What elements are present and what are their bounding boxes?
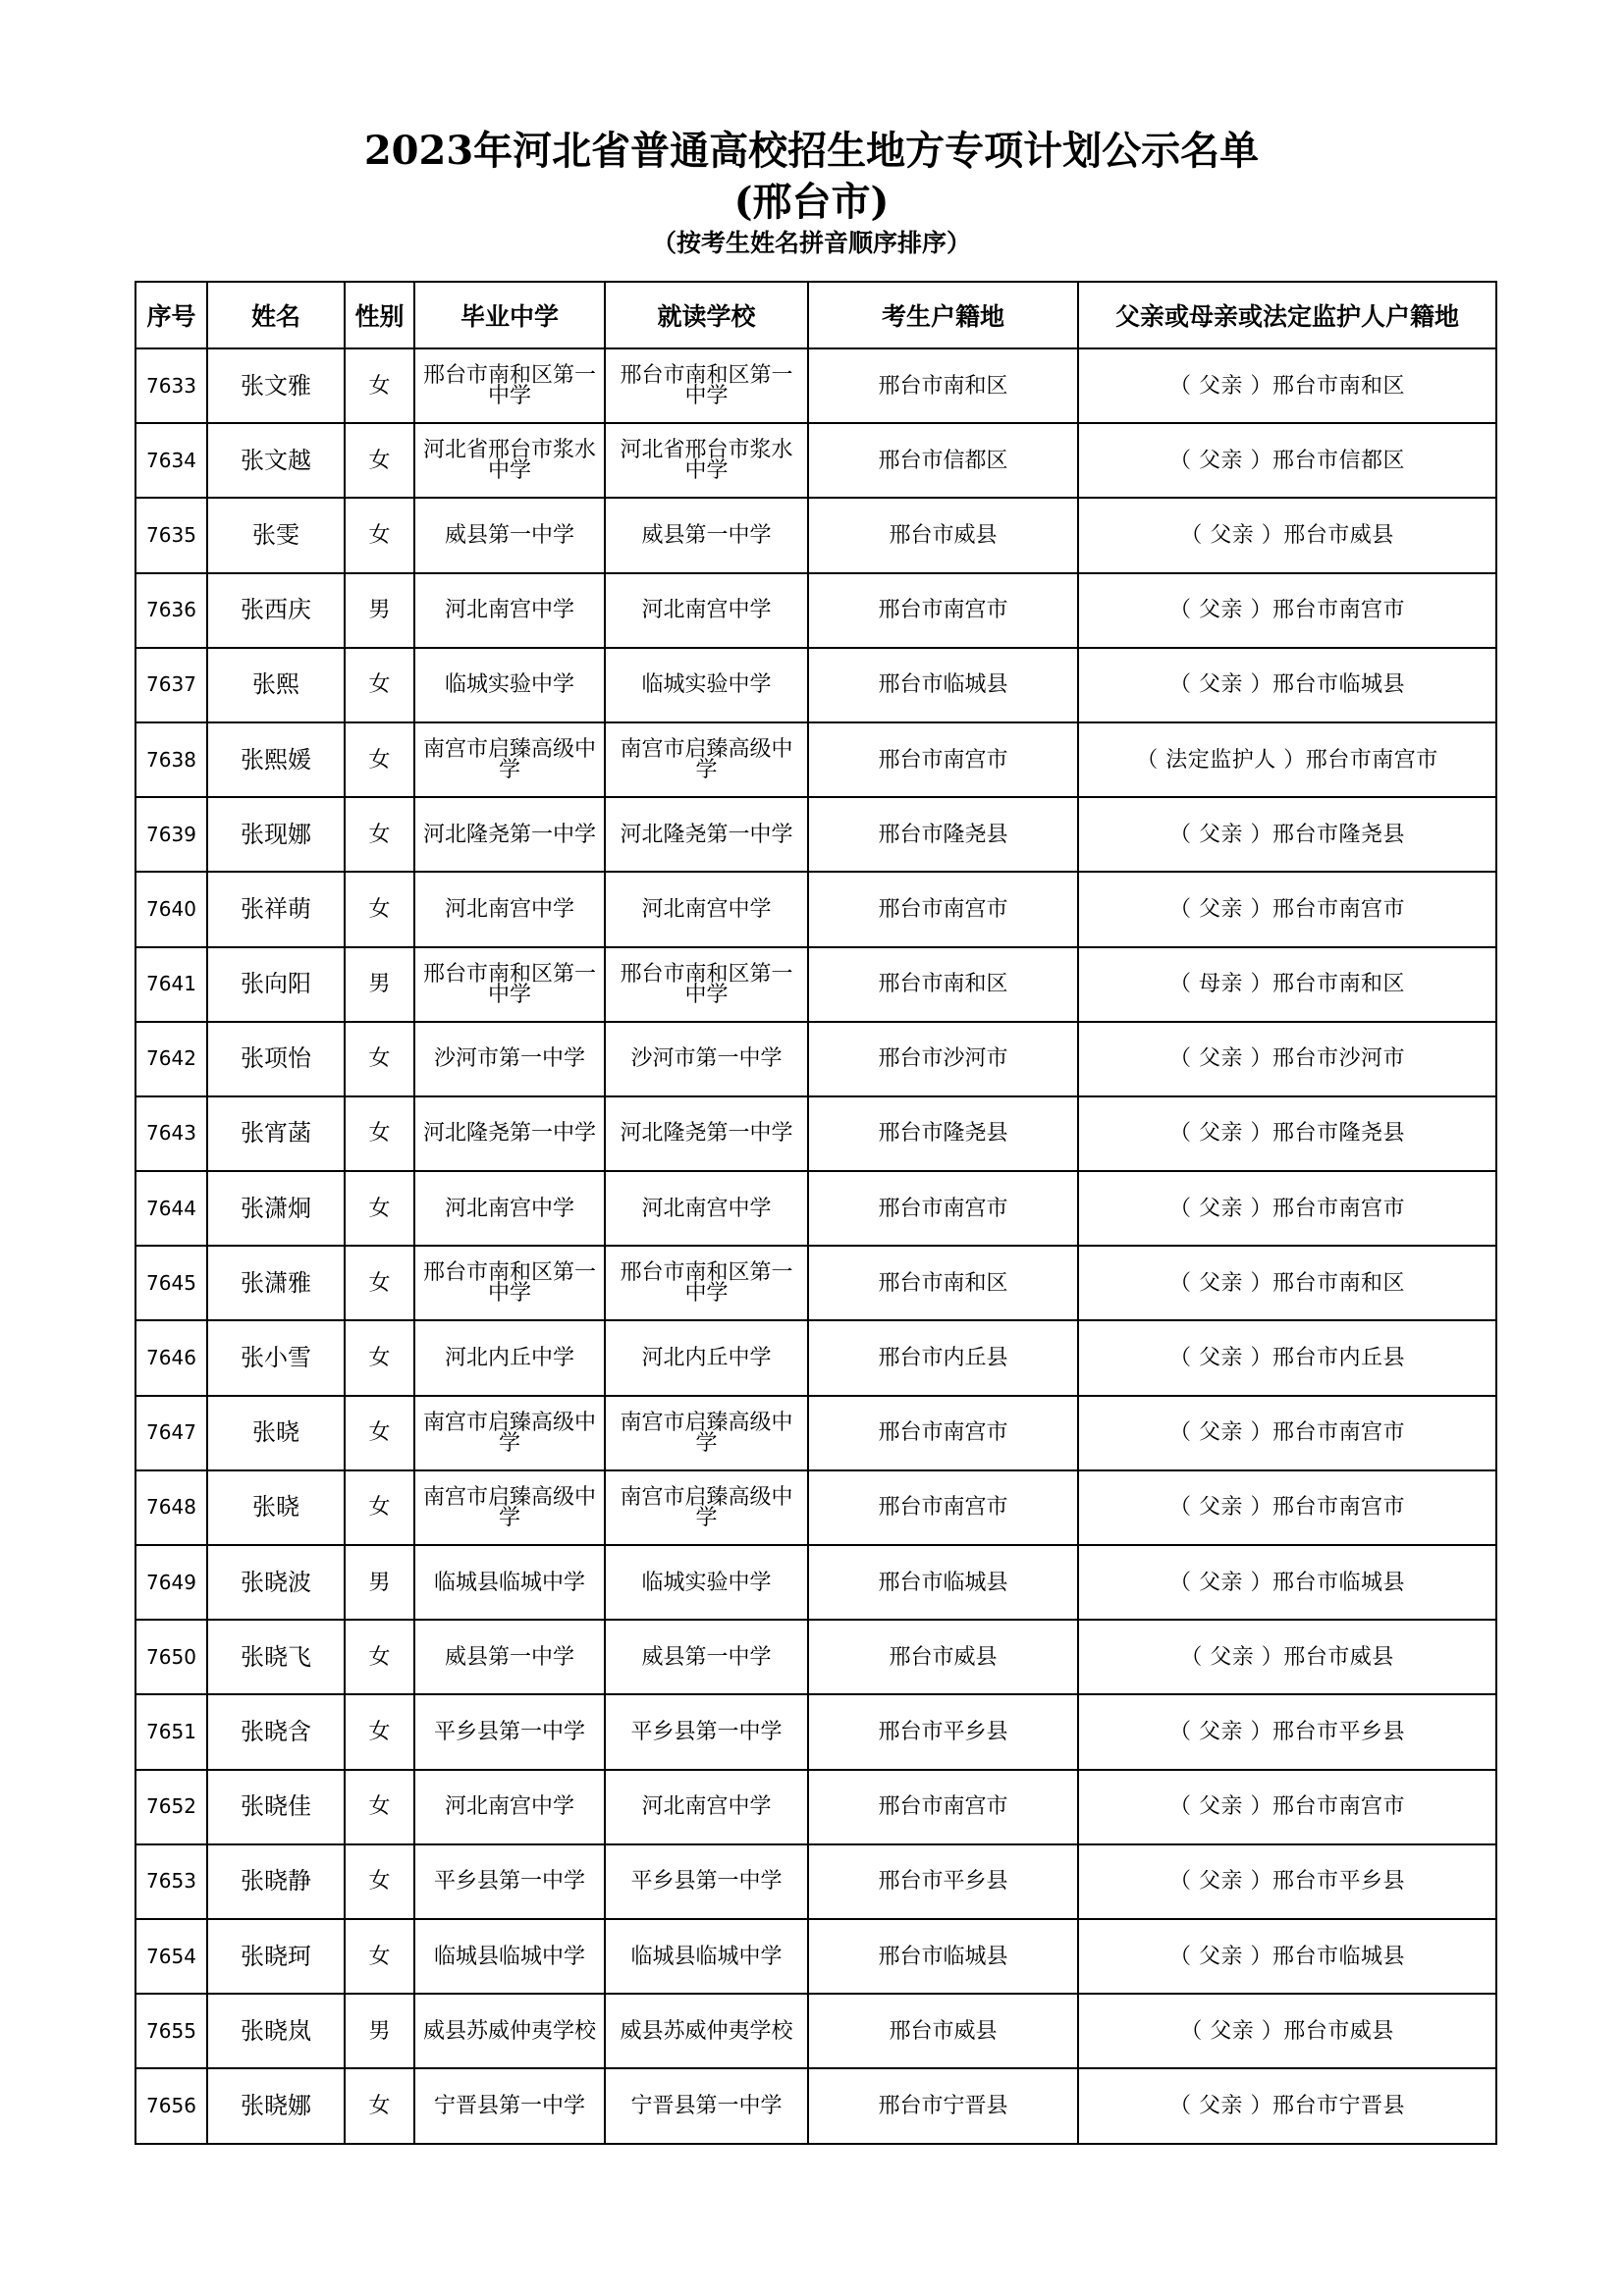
cell-graduated-school: 河北南宫中学 [414, 1171, 605, 1246]
table-row [135, 947, 1496, 1022]
cell-gender: 女 [345, 498, 414, 572]
cell-current-school: 邢台市南和区第一中学 [605, 947, 808, 1022]
cell-parent-residence: （ 父亲 ）邢台市平乡县 [1078, 1694, 1496, 1769]
cell-parent-residence: （ 父亲 ）邢台市临城县 [1078, 1919, 1496, 1994]
cell-name: 张晓岚 [207, 1994, 345, 2068]
table-row [135, 1246, 1496, 1320]
cell-index: 7650 [135, 1620, 207, 1694]
cell-graduated-school: 平乡县第一中学 [414, 1694, 605, 1769]
table-row [135, 348, 1496, 423]
table-row [135, 1545, 1496, 1620]
cell-gender: 女 [345, 1919, 414, 1994]
cell-gender: 女 [345, 1246, 414, 1320]
cell-graduated-school: 南宫市启臻高级中学 [414, 1396, 605, 1470]
cell-graduated-school: 河北省邢台市浆水中学 [414, 423, 605, 498]
cell-gender: 女 [345, 1096, 414, 1171]
cell-parent-residence: （ 父亲 ）邢台市南和区 [1078, 1246, 1496, 1320]
cell-gender: 女 [345, 797, 414, 872]
table-row [135, 1022, 1496, 1096]
cell-parent-residence: （ 父亲 ）邢台市南宫市 [1078, 1470, 1496, 1545]
cell-candidate-residence: 邢台市南宫市 [808, 1171, 1078, 1246]
cell-parent-residence: （ 父亲 ）邢台市临城县 [1078, 1545, 1496, 1620]
cell-index: 7641 [135, 947, 207, 1022]
cell-index: 7643 [135, 1096, 207, 1171]
cell-candidate-residence: 邢台市平乡县 [808, 1844, 1078, 1919]
cell-candidate-residence: 邢台市威县 [808, 1994, 1078, 2068]
cell-candidate-residence: 邢台市隆尧县 [808, 797, 1078, 872]
cell-gender: 女 [345, 348, 414, 423]
cell-name: 张项怡 [207, 1022, 345, 1096]
cell-index: 7633 [135, 348, 207, 423]
cell-name: 张潇雅 [207, 1246, 345, 1320]
header-candidate-residence: 考生户籍地 [808, 282, 1078, 348]
table-row [135, 498, 1496, 572]
cell-current-school: 河北内丘中学 [605, 1320, 808, 1395]
cell-name: 张熙 [207, 648, 345, 722]
table-row [135, 2068, 1496, 2143]
cell-current-school: 平乡县第一中学 [605, 1844, 808, 1919]
cell-candidate-residence: 邢台市南宫市 [808, 573, 1078, 648]
cell-parent-residence: （ 法定监护人 ）邢台市南宫市 [1078, 722, 1496, 797]
sort-note: （按考生姓名拼音顺序排序） [651, 229, 971, 257]
cell-name: 张晓 [207, 1396, 345, 1470]
cell-parent-residence: （ 父亲 ）邢台市南宫市 [1078, 1396, 1496, 1470]
cell-gender: 女 [345, 872, 414, 946]
table-header-row [135, 282, 1496, 348]
header-graduated-school: 毕业中学 [414, 282, 605, 348]
cell-current-school: 宁晋县第一中学 [605, 2068, 808, 2143]
cell-graduated-school: 南宫市启臻高级中学 [414, 1470, 605, 1545]
cell-index: 7645 [135, 1246, 207, 1320]
cell-index: 7644 [135, 1171, 207, 1246]
cell-candidate-residence: 邢台市南宫市 [808, 1396, 1078, 1470]
cell-current-school: 威县第一中学 [605, 498, 808, 572]
cell-name: 张晓波 [207, 1545, 345, 1620]
cell-graduated-school: 平乡县第一中学 [414, 1844, 605, 1919]
table-row [135, 1994, 1496, 2068]
header-name: 姓名 [207, 282, 345, 348]
cell-index: 7652 [135, 1770, 207, 1844]
cell-current-school: 河北南宫中学 [605, 1770, 808, 1844]
cell-gender: 女 [345, 722, 414, 797]
cell-name: 张宵菡 [207, 1096, 345, 1171]
cell-gender: 男 [345, 1994, 414, 2068]
cell-candidate-residence: 邢台市南宫市 [808, 1470, 1078, 1545]
table-row [135, 722, 1496, 797]
cell-gender: 男 [345, 947, 414, 1022]
cell-graduated-school: 宁晋县第一中学 [414, 2068, 605, 2143]
cell-parent-residence: （ 父亲 ）邢台市南宫市 [1078, 1171, 1496, 1246]
cell-index: 7646 [135, 1320, 207, 1395]
cell-graduated-school: 临城实验中学 [414, 648, 605, 722]
cell-parent-residence: （ 父亲 ）邢台市威县 [1078, 498, 1496, 572]
cell-parent-residence: （ 父亲 ）邢台市平乡县 [1078, 1844, 1496, 1919]
table-row [135, 1620, 1496, 1694]
cell-parent-residence: （ 父亲 ）邢台市威县 [1078, 1620, 1496, 1694]
cell-parent-residence: （ 父亲 ）邢台市临城县 [1078, 648, 1496, 722]
cell-graduated-school: 河北南宫中学 [414, 872, 605, 946]
cell-graduated-school: 邢台市南和区第一中学 [414, 947, 605, 1022]
cell-index: 7651 [135, 1694, 207, 1769]
header-current-school: 就读学校 [605, 282, 808, 348]
cell-name: 张小雪 [207, 1320, 345, 1395]
cell-current-school: 南宫市启臻高级中学 [605, 1470, 808, 1545]
cell-candidate-residence: 邢台市临城县 [808, 1919, 1078, 1994]
page-subtitle-region: (邢台市) [733, 179, 890, 225]
table-row [135, 1770, 1496, 1844]
cell-index: 7637 [135, 648, 207, 722]
cell-parent-residence: （ 父亲 ）邢台市信都区 [1078, 423, 1496, 498]
cell-index: 7635 [135, 498, 207, 572]
cell-index: 7640 [135, 872, 207, 946]
table-row [135, 1320, 1496, 1395]
cell-gender: 女 [345, 1022, 414, 1096]
cell-candidate-residence: 邢台市南宫市 [808, 1770, 1078, 1844]
table-row [135, 423, 1496, 498]
table-row [135, 1694, 1496, 1769]
cell-candidate-residence: 邢台市沙河市 [808, 1022, 1078, 1096]
table-row [135, 872, 1496, 946]
cell-current-school: 临城实验中学 [605, 648, 808, 722]
cell-name: 张晓娜 [207, 2068, 345, 2143]
cell-candidate-residence: 邢台市宁晋县 [808, 2068, 1078, 2143]
cell-index: 7639 [135, 797, 207, 872]
cell-current-school: 威县第一中学 [605, 1620, 808, 1694]
cell-name: 张晓含 [207, 1694, 345, 1769]
cell-parent-residence: （ 父亲 ）邢台市宁晋县 [1078, 2068, 1496, 2143]
cell-current-school: 河北隆尧第一中学 [605, 797, 808, 872]
cell-index: 7634 [135, 423, 207, 498]
header-parent-residence: 父亲或母亲或法定监护人户籍地 [1078, 282, 1496, 348]
cell-parent-residence: （ 父亲 ）邢台市南和区 [1078, 348, 1496, 423]
cell-candidate-residence: 邢台市平乡县 [808, 1694, 1078, 1769]
cell-parent-residence: （ 父亲 ）邢台市南宫市 [1078, 872, 1496, 946]
cell-parent-residence: （ 父亲 ）邢台市内丘县 [1078, 1320, 1496, 1395]
cell-index: 7638 [135, 722, 207, 797]
table-row [135, 1470, 1496, 1545]
cell-current-school: 沙河市第一中学 [605, 1022, 808, 1096]
cell-name: 张西庆 [207, 573, 345, 648]
table-row [135, 797, 1496, 872]
cell-gender: 女 [345, 1396, 414, 1470]
cell-current-school: 南宫市启臻高级中学 [605, 1396, 808, 1470]
cell-current-school: 临城县临城中学 [605, 1919, 808, 1994]
cell-gender: 男 [345, 573, 414, 648]
cell-current-school: 邢台市南和区第一中学 [605, 348, 808, 423]
cell-graduated-school: 临城县临城中学 [414, 1545, 605, 1620]
cell-graduated-school: 河北内丘中学 [414, 1320, 605, 1395]
header-index: 序号 [135, 282, 207, 348]
cell-graduated-school: 河北隆尧第一中学 [414, 1096, 605, 1171]
cell-candidate-residence: 邢台市隆尧县 [808, 1096, 1078, 1171]
cell-name: 张熙媛 [207, 722, 345, 797]
candidate-table [135, 281, 1497, 2145]
cell-gender: 男 [345, 1545, 414, 1620]
cell-name: 张晓佳 [207, 1770, 345, 1844]
cell-gender: 女 [345, 2068, 414, 2143]
cell-gender: 女 [345, 1694, 414, 1769]
cell-candidate-residence: 邢台市南和区 [808, 1246, 1078, 1320]
cell-name: 张晓珂 [207, 1919, 345, 1994]
table-body [135, 348, 1496, 2144]
cell-parent-residence: （ 父亲 ）邢台市南宫市 [1078, 1770, 1496, 1844]
cell-candidate-residence: 邢台市南宫市 [808, 872, 1078, 946]
cell-gender: 女 [345, 1770, 414, 1844]
cell-graduated-school: 威县第一中学 [414, 1620, 605, 1694]
cell-current-school: 临城实验中学 [605, 1545, 808, 1620]
table-row [135, 1919, 1496, 1994]
cell-candidate-residence: 邢台市南宫市 [808, 722, 1078, 797]
cell-name: 张现娜 [207, 797, 345, 872]
cell-gender: 女 [345, 423, 414, 498]
cell-current-school: 邢台市南和区第一中学 [605, 1246, 808, 1320]
page-title: 2023年河北省普通高校招生地方专项计划公示名单 [363, 128, 1260, 174]
cell-index: 7648 [135, 1470, 207, 1545]
cell-candidate-residence: 邢台市临城县 [808, 648, 1078, 722]
cell-graduated-school: 邢台市南和区第一中学 [414, 348, 605, 423]
table-row [135, 1844, 1496, 1919]
header-gender: 性别 [345, 282, 414, 348]
cell-graduated-school: 南宫市启臻高级中学 [414, 722, 605, 797]
cell-name: 张祥萌 [207, 872, 345, 946]
cell-graduated-school: 威县苏威仲夷学校 [414, 1994, 605, 2068]
cell-gender: 女 [345, 1320, 414, 1395]
cell-gender: 女 [345, 1620, 414, 1694]
cell-index: 7636 [135, 573, 207, 648]
cell-graduated-school: 河北南宫中学 [414, 573, 605, 648]
cell-current-school: 河北南宫中学 [605, 1171, 808, 1246]
cell-name: 张向阳 [207, 947, 345, 1022]
table-row [135, 1171, 1496, 1246]
cell-index: 7654 [135, 1919, 207, 1994]
cell-candidate-residence: 邢台市威县 [808, 498, 1078, 572]
cell-parent-residence: （ 父亲 ）邢台市隆尧县 [1078, 1096, 1496, 1171]
cell-parent-residence: （ 母亲 ）邢台市南和区 [1078, 947, 1496, 1022]
cell-index: 7655 [135, 1994, 207, 2068]
cell-index: 7642 [135, 1022, 207, 1096]
cell-current-school: 威县苏威仲夷学校 [605, 1994, 808, 2068]
cell-graduated-school: 河北隆尧第一中学 [414, 797, 605, 872]
cell-index: 7656 [135, 2068, 207, 2143]
table-row [135, 1096, 1496, 1171]
table-row [135, 573, 1496, 648]
cell-name: 张晓飞 [207, 1620, 345, 1694]
cell-parent-residence: （ 父亲 ）邢台市沙河市 [1078, 1022, 1496, 1096]
cell-candidate-residence: 邢台市南和区 [808, 947, 1078, 1022]
cell-graduated-school: 沙河市第一中学 [414, 1022, 605, 1096]
cell-name: 张文越 [207, 423, 345, 498]
cell-current-school: 河北南宫中学 [605, 872, 808, 946]
cell-candidate-residence: 邢台市临城县 [808, 1545, 1078, 1620]
table-row [135, 648, 1496, 722]
cell-name: 张晓 [207, 1470, 345, 1545]
table-row [135, 1396, 1496, 1470]
cell-index: 7647 [135, 1396, 207, 1470]
cell-parent-residence: （ 父亲 ）邢台市威县 [1078, 1994, 1496, 2068]
cell-candidate-residence: 邢台市威县 [808, 1620, 1078, 1694]
cell-current-school: 河北省邢台市浆水中学 [605, 423, 808, 498]
cell-candidate-residence: 邢台市信都区 [808, 423, 1078, 498]
cell-graduated-school: 威县第一中学 [414, 498, 605, 572]
cell-current-school: 南宫市启臻高级中学 [605, 722, 808, 797]
cell-name: 张潇炯 [207, 1171, 345, 1246]
cell-candidate-residence: 邢台市南和区 [808, 348, 1078, 423]
cell-name: 张文雅 [207, 348, 345, 423]
cell-graduated-school: 河北南宫中学 [414, 1770, 605, 1844]
cell-candidate-residence: 邢台市内丘县 [808, 1320, 1078, 1395]
cell-current-school: 河北南宫中学 [605, 573, 808, 648]
cell-gender: 女 [345, 1171, 414, 1246]
cell-name: 张晓静 [207, 1844, 345, 1919]
cell-graduated-school: 邢台市南和区第一中学 [414, 1246, 605, 1320]
cell-name: 张雯 [207, 498, 345, 572]
cell-index: 7649 [135, 1545, 207, 1620]
cell-parent-residence: （ 父亲 ）邢台市南宫市 [1078, 573, 1496, 648]
cell-current-school: 平乡县第一中学 [605, 1694, 808, 1769]
cell-index: 7653 [135, 1844, 207, 1919]
cell-graduated-school: 临城县临城中学 [414, 1919, 605, 1994]
cell-current-school: 河北隆尧第一中学 [605, 1096, 808, 1171]
cell-gender: 女 [345, 1844, 414, 1919]
cell-gender: 女 [345, 1470, 414, 1545]
cell-parent-residence: （ 父亲 ）邢台市隆尧县 [1078, 797, 1496, 872]
cell-gender: 女 [345, 648, 414, 722]
